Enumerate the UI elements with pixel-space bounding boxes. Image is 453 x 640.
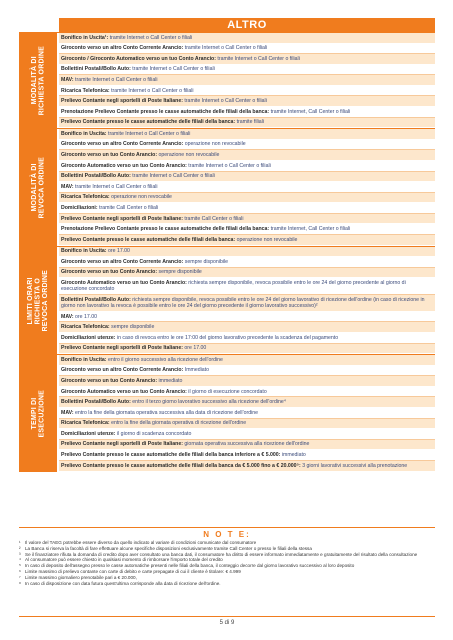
table-row — [59, 366, 435, 377]
section-side-label — [19, 355, 57, 471]
table-row — [59, 440, 435, 451]
row-label: Domiciliazioni utenze: — [61, 334, 116, 341]
conditions-table — [19, 18, 435, 472]
row-value: entro la fine della giornata operativa di ricezione dell'ordine — [111, 420, 247, 427]
section — [19, 32, 435, 128]
row-label: Ricarica Telefonica: — [61, 194, 110, 201]
row-label: Giroconto verso un tuo Conto Arancio: — [61, 269, 158, 276]
table-row — [59, 257, 435, 268]
row-value: tramite Internet o Call Center o filiali — [75, 77, 158, 83]
section-title: MODALITÀ DI RICHIESTA ORDINE — [30, 45, 45, 116]
row-label: Giroconto Automatico verso un tuo Conto Arancio: — [61, 388, 187, 395]
row-value: tramite Internet o Call Center o filiali — [75, 183, 158, 190]
row-label: Bonifico in Uscita: — [61, 130, 107, 137]
row-label: Giroconto Automatico verso un tuo Conto Arancio: — [61, 279, 187, 286]
table-row — [59, 268, 435, 279]
note-number: ⁴ — [19, 557, 21, 563]
row-label: Giroconto verso un altro Conto Corrente Arancio: — [61, 367, 184, 374]
row-value: tramite Internet o Call Center o filiali — [132, 173, 215, 180]
table-row — [59, 376, 435, 387]
section-title: TEMPI DI ESECUZIONE — [30, 389, 45, 438]
row-value: sempre disponibile — [184, 258, 229, 265]
note-number: ⁵ — [19, 563, 21, 569]
row-value: tramite Internet o Call Center o filiali — [132, 66, 215, 73]
page-number: 5 di 9 — [219, 620, 235, 626]
row-value: operazione non revocabile — [236, 236, 298, 243]
row-value: tramite Internet o Call Center o filiali — [111, 87, 194, 94]
table-row — [59, 247, 435, 258]
table-row — [59, 429, 435, 440]
row-label: Prenotazione Prelievo Contante presso le casse automatiche delle filiali della banca: — [61, 108, 270, 115]
row-label: Ricarica Telefonica: — [61, 87, 110, 94]
table-row — [59, 161, 435, 172]
table-row — [59, 355, 435, 366]
table-row — [59, 224, 435, 235]
table-row — [59, 96, 435, 107]
note-item — [19, 581, 435, 587]
row-label: Prenotazione Prelievo Contante presso le casse automatiche delle filiali della banca: — [61, 226, 270, 233]
table-row — [59, 450, 435, 461]
note-number: ³ — [19, 551, 21, 557]
header-title: ALTRO — [59, 18, 435, 32]
row-value: entro il terzo giorno lavorativo successivo alla ricezione dell'ordine⁴ — [132, 399, 287, 406]
table-row — [59, 172, 435, 183]
table-row — [59, 295, 435, 312]
row-value: operazione non revocabile — [184, 141, 246, 148]
section-title: MODALITÀ DI REVOCA ORDINE — [30, 156, 45, 219]
row-value: tramite Internet, Call Center o filiali — [270, 226, 351, 233]
row-value: tramite filiali — [236, 119, 264, 126]
row-label: Giroconto / Giroconto Automatico verso un tuo Conto Arancio: — [61, 55, 216, 62]
row-value: entro il giorno successivo alla ricezione dell'ordine — [108, 356, 223, 363]
row-value: operazione non revocabile — [111, 194, 172, 201]
row-label: MAV: — [61, 409, 74, 416]
row-label: MAV: — [61, 183, 74, 190]
row-label: Domiciliazioni utenze: — [61, 430, 116, 437]
row-value: tramite Internet, Call Center o filiali — [270, 108, 351, 115]
row-value: immediato — [281, 452, 306, 459]
row-value: tramite Call Center o filiali — [184, 215, 244, 222]
row-value: giornata operativa successiva alla ricezione dell'ordine — [184, 441, 310, 448]
row-label: Domiciliazioni: — [61, 204, 98, 211]
row-value: tramite Internet o Call Center o filiali — [109, 34, 193, 41]
section — [19, 246, 435, 355]
section-side-label — [19, 247, 57, 355]
table-row — [59, 461, 435, 472]
row-label: MAV: — [61, 313, 74, 320]
note-text: Se il finanziatore rifiuta la domanda di credito dopo aver consultato una banca dati, il consumatore ha diritto di essere informato immediatamente e gratuitamente del risultato della consultazione — [25, 551, 418, 557]
section-side-label — [19, 129, 57, 245]
table-row — [59, 408, 435, 419]
row-value: tramite Internet o Call Center o filiali — [188, 162, 271, 169]
section-rows — [59, 33, 435, 128]
row-label: Bollettini Postali/Bollo Auto: — [61, 66, 131, 73]
row-label: Prelievo Contante negli sportelli di Poste Italiane: — [61, 98, 183, 105]
row-value: 3 giorni lavorativi successivi alla prenotazione — [302, 462, 408, 469]
row-label: Ricarica Telefonica: — [61, 324, 110, 331]
table-row — [59, 54, 435, 65]
row-value: operazione non revocabile — [158, 152, 220, 159]
notes-block — [19, 527, 435, 586]
table-row — [59, 214, 435, 225]
row-value: ore 17.00 — [184, 345, 207, 352]
table-header — [19, 18, 435, 32]
table-row — [59, 107, 435, 118]
row-value: tramite Internet o Call Center o filiali — [184, 45, 268, 52]
row-label: Giroconto verso un tuo Conto Arancio: — [61, 152, 158, 159]
note-number: ⁶ — [19, 568, 21, 574]
row-label: Bonifico in Uscita: — [61, 248, 107, 255]
table-row — [59, 182, 435, 193]
note-text: In caso di disposizione con data futura quest'ultima corrisponde alla data di ricezione dell'ordine. — [25, 580, 221, 586]
table-row — [59, 344, 435, 355]
row-value: sempre disponibile — [111, 324, 155, 331]
row-label: Prelievo Contante negli sportelli di Poste Italiane: — [61, 345, 183, 352]
notes-title: N O T E: — [19, 527, 435, 539]
note-text: Al consumatore può essere chiesto in qualsiasi momento di rimborsare l'importo totale del credito — [25, 557, 223, 563]
row-value: immediato — [158, 378, 183, 385]
row-value: ore 17.00 — [75, 313, 97, 320]
table-row — [59, 419, 435, 430]
row-label: Giroconto verso un altro Conto Corrente Arancio: — [61, 258, 184, 265]
row-label: Giroconto Automatico verso un tuo Conto Arancio: — [61, 162, 187, 169]
section-rows — [59, 355, 435, 471]
section — [19, 354, 435, 471]
notes-list — [19, 540, 435, 586]
page-footer — [19, 616, 435, 626]
row-value: tramite Internet o Call Center o filiali — [108, 130, 191, 137]
table-row — [59, 75, 435, 86]
row-label: Prelievo Contante negli sportelli di Poste Italiane: — [61, 441, 183, 448]
row-label: Prelievo Contante presso le casse automatiche delle filiali della banca da € 5.000 fino a € 20.000⁵: — [61, 462, 301, 469]
row-value: entro la fine della giornata operativa successiva alla data di ricezione dell'ordine — [75, 409, 258, 416]
row-label: Ricarica Telefonica: — [61, 420, 110, 427]
note-text: La Banca si riserva la facoltà di fare effettuare alcune specifiche disposizioni esclusivamente tramite Call Center o presso le filiali della stessa — [25, 545, 312, 551]
table-row — [59, 387, 435, 398]
row-value: tramite Call Center o filiali — [99, 204, 159, 211]
table-row — [59, 278, 435, 295]
row-label: Prelievo Contante presso le casse automatiche delle filiali della banca: — [61, 119, 236, 126]
row-value: richiesta sempre disponibile, revoca possibile entro le ore 24 del giorno lavorativo di ricezione dell'ordine (in caso di ricezione in giorno non lavorativo la revoca è possibile entro le ore 24 del giorno precedente il giorno lavorativo successivo)² — [61, 296, 425, 309]
table-row — [59, 397, 435, 408]
table-row — [59, 203, 435, 214]
note-number: ⁷ — [19, 574, 21, 580]
row-value: il giorno di scadenza concordato — [116, 430, 192, 437]
row-label: Prelievo Contante negli sportelli di Poste Italiane: — [61, 215, 183, 222]
row-value: in caso di revoca entro le ore 17:00 del giorno lavorativo precedente la scadenza del pagamento — [116, 334, 339, 341]
table-row — [59, 333, 435, 344]
section-rows — [59, 129, 435, 245]
section-side-label — [19, 33, 57, 128]
table-row — [59, 312, 435, 323]
row-label: Bollettini Postali/Bollo Auto: — [61, 173, 131, 180]
row-label: Bonifico in Uscita: — [61, 356, 107, 363]
row-value: il giorno di esecuzione concordato — [188, 388, 267, 395]
row-value: sempre disponibile — [158, 269, 202, 276]
row-value: tramite Internet o Call Center o filiali — [184, 98, 267, 105]
section-title: LIMITI ORARI RICHIESTA O REVOCA ORDINE — [26, 269, 49, 332]
row-label: Prelievo Contante presso le casse automatiche delle filiali della banca inferiore a € 5.000: — [61, 452, 281, 459]
section-rows — [59, 247, 435, 355]
table-row — [59, 193, 435, 204]
table-row — [59, 86, 435, 97]
row-label: Bollettini Postali/Bollo Auto: — [61, 296, 131, 303]
table-row — [59, 44, 435, 55]
row-value: Immediato — [184, 367, 209, 374]
table-row — [59, 322, 435, 333]
row-label: Giroconto verso un altro Conto Corrente Arancio: — [61, 45, 184, 52]
table-row — [59, 235, 435, 246]
row-label: Bollettini Postali/Bollo Auto: — [61, 399, 131, 406]
note-number: ⁸ — [19, 580, 21, 586]
row-label: Bonifico in Uscita¹: — [61, 34, 109, 41]
note-number: ² — [19, 545, 21, 551]
row-value: tramite Internet o Call Center o filiali — [217, 55, 300, 62]
table-row — [59, 65, 435, 76]
row-value: richiesta sempre disponibile, revoca possibile entro le ore 24 del giorno precedente al giorno di esecuzione concordato — [61, 279, 406, 293]
row-label: Giroconto verso un altro Conto Corrente Arancio: — [61, 141, 184, 148]
note-text: Limite massimo di prelievo contante con carte di debito e carte prepagate di cui il cliente è titolare: € 4.999 — [25, 568, 241, 574]
row-label: MAV: — [61, 77, 74, 83]
note-text: Limite massimo giornaliero prenotabile pari a € 20.000, — [25, 574, 137, 580]
section — [19, 128, 435, 245]
header-spacer — [19, 18, 59, 32]
note-text: In caso di deposito dell'assegno presso le casse automatiche presenti nelle filiali della banca, il conteggio decorre dal giorno lavorativo successivo al loro deposito — [25, 563, 355, 569]
note-text: Il valore del TAEG potrebbe essere diverso da quello indicato al variare di condizioni comunicate dal consumatore — [25, 540, 257, 545]
row-label: Giroconto verso un tuo Conto Arancio: — [61, 378, 158, 385]
table-row — [59, 140, 435, 151]
table-row — [59, 118, 435, 129]
note-number: ¹ — [19, 540, 21, 545]
table-row — [59, 129, 435, 140]
table-row — [59, 150, 435, 161]
row-value: ore 17.00 — [108, 248, 130, 255]
row-label: Prelievo Contante presso le casse automatiche delle filiali della banca: — [61, 236, 236, 243]
sections-container — [19, 32, 435, 472]
table-row — [59, 33, 435, 44]
